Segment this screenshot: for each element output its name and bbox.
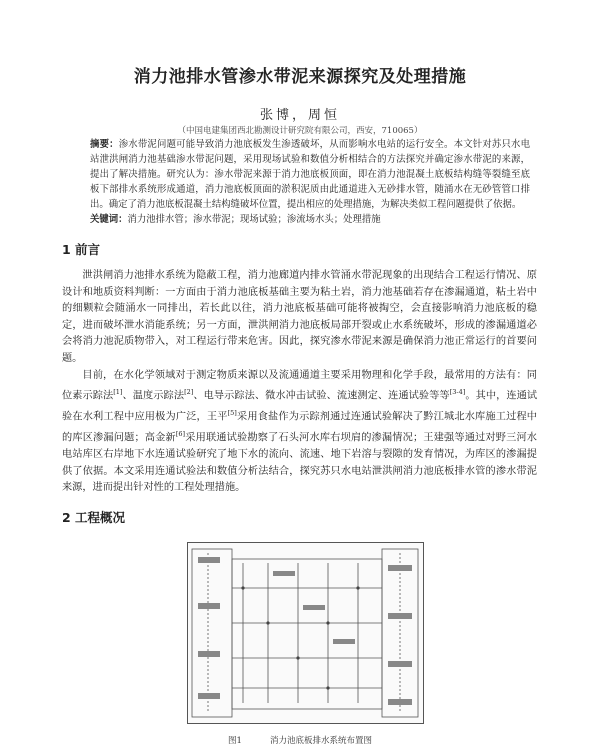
section-1-body bbox=[62, 268, 537, 497]
figure-caption-number: 图1 bbox=[228, 736, 242, 746]
paper-affiliation: （中国电建集团西北勘测设计研究院有限公司，西安，710065） bbox=[177, 126, 423, 136]
figure-caption-text: 消力池底板排水系统布置图 bbox=[269, 736, 372, 746]
paper-title: 消力池排水管渗水带泥来源探究及处理措施 bbox=[133, 67, 467, 87]
citation: [5] bbox=[227, 409, 237, 418]
citation: [2] bbox=[184, 388, 194, 397]
keywords bbox=[90, 211, 530, 225]
drainage-layout-drawing bbox=[188, 543, 423, 723]
abstract bbox=[90, 137, 530, 212]
citation: [3-4] bbox=[449, 388, 466, 397]
figure-caption bbox=[0, 734, 600, 746]
keywords-text: 消力池排水管；渗水带泥；现场试验；渗流场水头；处理措施 bbox=[127, 214, 381, 225]
abstract-text: 渗水带泥问题可能导致消力池底板发生渗透破坏，从而影响水电站的运行安全。本文针对苏只水电站泄洪闸消力池基础渗水带泥问题，采用现场试验和数值分析相结合的方法探究并确定渗水带泥的来源，提出了解决措施。研究认为：渗水带泥来源于消力池底板顶面，即在消力池混凝土底板结构缝等裂缝至底板下部排水系统形成通道，消力池底板顶面的淤积泥质由此通道进入无砂排水管，随涌水在无砂管管口排出。确定了消力池底板混凝土结构缝破坏位置，提出相应的处理措施，为解决类似工程问题提供了依据。 bbox=[90, 139, 530, 210]
keywords-label: 关键词： bbox=[90, 214, 128, 225]
citation: [1] bbox=[113, 388, 123, 397]
section-2-heading: 2 工程概况 bbox=[62, 510, 126, 525]
citation: [6] bbox=[175, 430, 186, 439]
section-1-paragraph-2: 目前，在水化学领域对于测定物质来源以及流通通道主要采用物理和化学手段，最常用的方法有：同位素示踪法[1]、温度示踪法[2]、电导示踪法、微水冲击试验、流速测定、连通试验等等[3-4]。其中，连通试验在水利工程中应用极为广泛，王平[5]采用食盐作为示踪剂通过连通试验解决了黔江城北水库施工过程中的库区渗漏问题；高金新[6]采用联通试验勘察了石头河水库右坝肩的渗漏情况；王建强等通过对野三河水电站库区右岸地下水连通试验研究了地下水的流向、流速、地下岩溶与裂隙的发育情况，为库区的渗漏提供了依据。本文采用连通试验法和数值分析法结合，探究苏只水电站泄洪闸消力池底板排水管的渗水带泥来源，进而提出针对性的工程处理措施。 bbox=[62, 369, 538, 494]
abstract-label: 摘要： bbox=[90, 139, 119, 150]
paper-authors: 张博，周恒 bbox=[259, 108, 340, 123]
section-1-paragraph-1: 泄洪闸消力池排水系统为隐蔽工程，消力池廊道内排水管涌水带泥现象的出现结合工程运行情况、原设计和地质资料判断：一方面由于消力池底板基础主要为粘土岩，消力池基础若存在渗漏通道，粘土岩中的细颗粒会随涌水一同排出，若长此以往，消力池底板基础可能将被掏空，会直接影响消力池底板的稳定，进而破坏泄水消能系统；另一方面，泄洪闸消力池底板局部开裂或止水系统破坏，形成的渗漏通道必会将消力池泥质物带入，对工程运行带来危害。因此，探究渗水带泥来源是确保消力池正常运行的首要问题。 bbox=[62, 270, 537, 364]
drainage-layout-figure bbox=[187, 542, 424, 724]
section-1-heading: 1 前言 bbox=[62, 242, 101, 257]
